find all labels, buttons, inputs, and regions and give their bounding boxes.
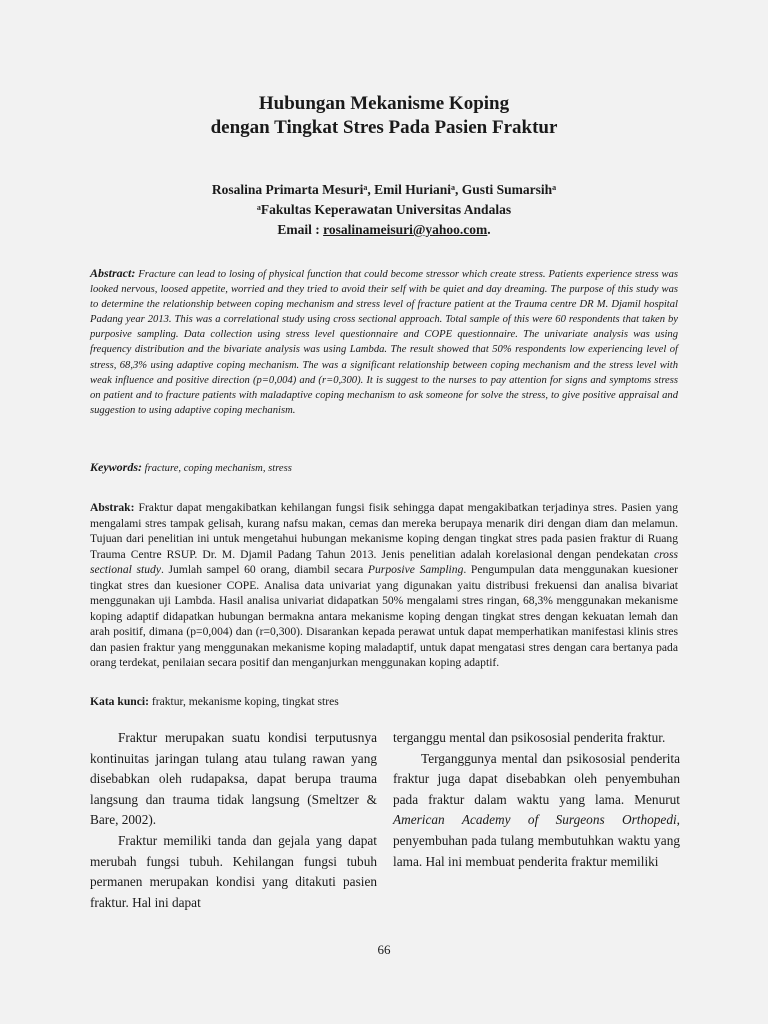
affiliation-marker: a [450,183,455,192]
author-name: Rosalina Primarta Mesuri [211,182,364,197]
title-line-2: dengan Tingkat Stres Pada Pasien Fraktur [210,117,558,138]
body-paragraph: terganggu mental dan psikososial penderita fraktur. [393,730,666,745]
author-block [0,180,768,240]
body-text: Terganggunya mental dan psikososial penderita fraktur juga dapat disebabkan oleh penyembuhan pada fraktur dalam waktu yang lama. Menurut [393,750,680,807]
body-column-right [393,728,680,872]
affiliation-marker: a [256,203,261,212]
body-paragraph: Fraktur merupakan suatu kondisi terputusnya kontinuitas jaringan tulang atau tulang rawan yang disebabkan oleh rudapaksa, dapat berupa trauma langsung dan trauma tidak langsung (Smeltzer & Bare, 2002). [90,730,377,828]
keywords-english [90,460,678,476]
keywords-label: Keywords: [90,460,142,474]
keywords-text: fracture, coping mechanism, stress [144,463,292,474]
email-link[interactable]: rosalinameisuri@yahoo.com [323,222,488,237]
affiliation-line [0,200,768,220]
abstract-indonesian [90,500,678,671]
affiliation-marker: a [363,183,368,192]
abstrak-emphasis-2: Purposive Sampling [367,563,464,576]
kata-kunci-label: Kata kunci: [90,695,149,708]
paper-title [0,92,768,140]
author-name: Emil Huriani [374,182,451,197]
affiliation-marker: a [552,183,557,192]
body-column-left [90,728,377,913]
email-line: Email : rosalinameisuri@yahoo.com. [277,222,491,237]
abstract-english [90,266,678,418]
abstrak-emphasis-1: cross sectional study [90,547,678,576]
abstrak-text-1: Fraktur dapat mengakibatkan kehilangan fungsi fisik sehingga dapat mengakibatkan terjadinya stres. Pasien yang mengalami stres tampak gelisah, kurang nafsu makan, cemas dan mereka berupaya menarik diri dengan diam dan melamun. Tujuan dari penelitian ini untuk mengetahui hubungan mekanisme koping dengan tingkat stres pada pasien fraktur di Ruang Trauma Centre RSUP. Dr. M. Djamil Padang Tahun 2013. Jenis penelitian adalah korelasional dengan pendekatan [90,501,678,561]
abstrak-text-2: . Jumlah sampel 60 orang, diambil secara [160,563,368,576]
kata-kunci-text: fraktur, mekanisme koping, tingkat stres [151,695,339,708]
page-number: 66 [377,942,391,957]
abstrak-label: Abstrak: [90,501,135,514]
author-name: Gusti Sumarsih [461,182,553,197]
body-paragraph: Fraktur memiliki tanda dan gejala yang dapat merubah fungsi tubuh. Kehilangan fungsi tubuh permanen merupakan kondisi yang ditakuti pasien fraktur. Hal ini dapat [90,832,377,910]
body-paragraph [393,749,680,873]
abstract-label: Abstract: [90,266,136,280]
keywords-indonesian [90,694,678,709]
email-label: Email : [277,222,324,237]
author-line: Rosalina Primarta Mesuri$^a$, Emil Huriani$^a$, Gusti Sumarsih$^a$ [211,182,557,197]
body-text: , penyembuhan pada tulang membutuhkan waktu yang lama. Hal ini membuat penderita fraktur memiliki [393,812,680,869]
abstrak-text-3: . Pengumpulan data menggunakan kuesioner tingkat stres dan kuesioner COPE. Analisa data univariat yang digunakan yaitu distribusi frekuensi dan analisa bivariat menggunakan uji Lambda. Hasil analisa univariat didapatkan 50% mengalami stres ringan, 68,3% menggunakan mekanisme koping adaptif didapatkan hubungan bermakna antara mekanisme koping dengan tingkat stres dengan kekuatan lemah dan arah positif, dimana (p=0,004) dan (r=0,300). Disarankan kepada perawat untuk dapat memperhatikan manifestasi klinis stres dan pasien fraktur yang menggunakan mekanisme koping maladaptif, untuk dapat mengatasi stres dengan cara bertanya pada orang terdekat, penilaian secara positif dan menganjurkan menggunakan koping adaptif. [90,563,678,669]
title-line-1: Hubungan Mekanisme Koping [258,93,510,114]
affiliation: Fakultas Keperawatan Universitas Andalas [260,202,512,217]
abstract-text: Fracture can lead to losing of physical function that could become stressor which create stress. Patients experience stress was looked nervous, loosed appetite, worried and they tried to avoid their self with be quiet and day dreaming. The purpose of this study was to determine the relationship between coping mechanism and stress level of fracture patient at the Trauma centre DR M. Djamil hospital Padang year 2013. This was a correlational study using cross sectional approach. Total sample of this were 60 respondents that taken by purposive sampling. Data collection using stress level questionnaire and COPE questionnaire. The univariate analysis was using frequency distribution and the bivariate analysis was using Lambda. The result showed that 50% respondents low experiencing level of stress, 68,3% using adaptive coping mechanism. The was a significant relationship between coping mechanism and the stress level with weak influence and positive direction (p=0,004) and (r=0,300). It is suggest to the nurses to pay attention for signs and symptoms stress on patient and to fracture patients with maladaptive coping mechanism to ask someone for solve the stress, to give positive appraisal and suggestion to using adaptive coping mechanism. [90,269,678,416]
body-emphasis: American Academy of Surgeons Orthopedi [393,812,677,828]
